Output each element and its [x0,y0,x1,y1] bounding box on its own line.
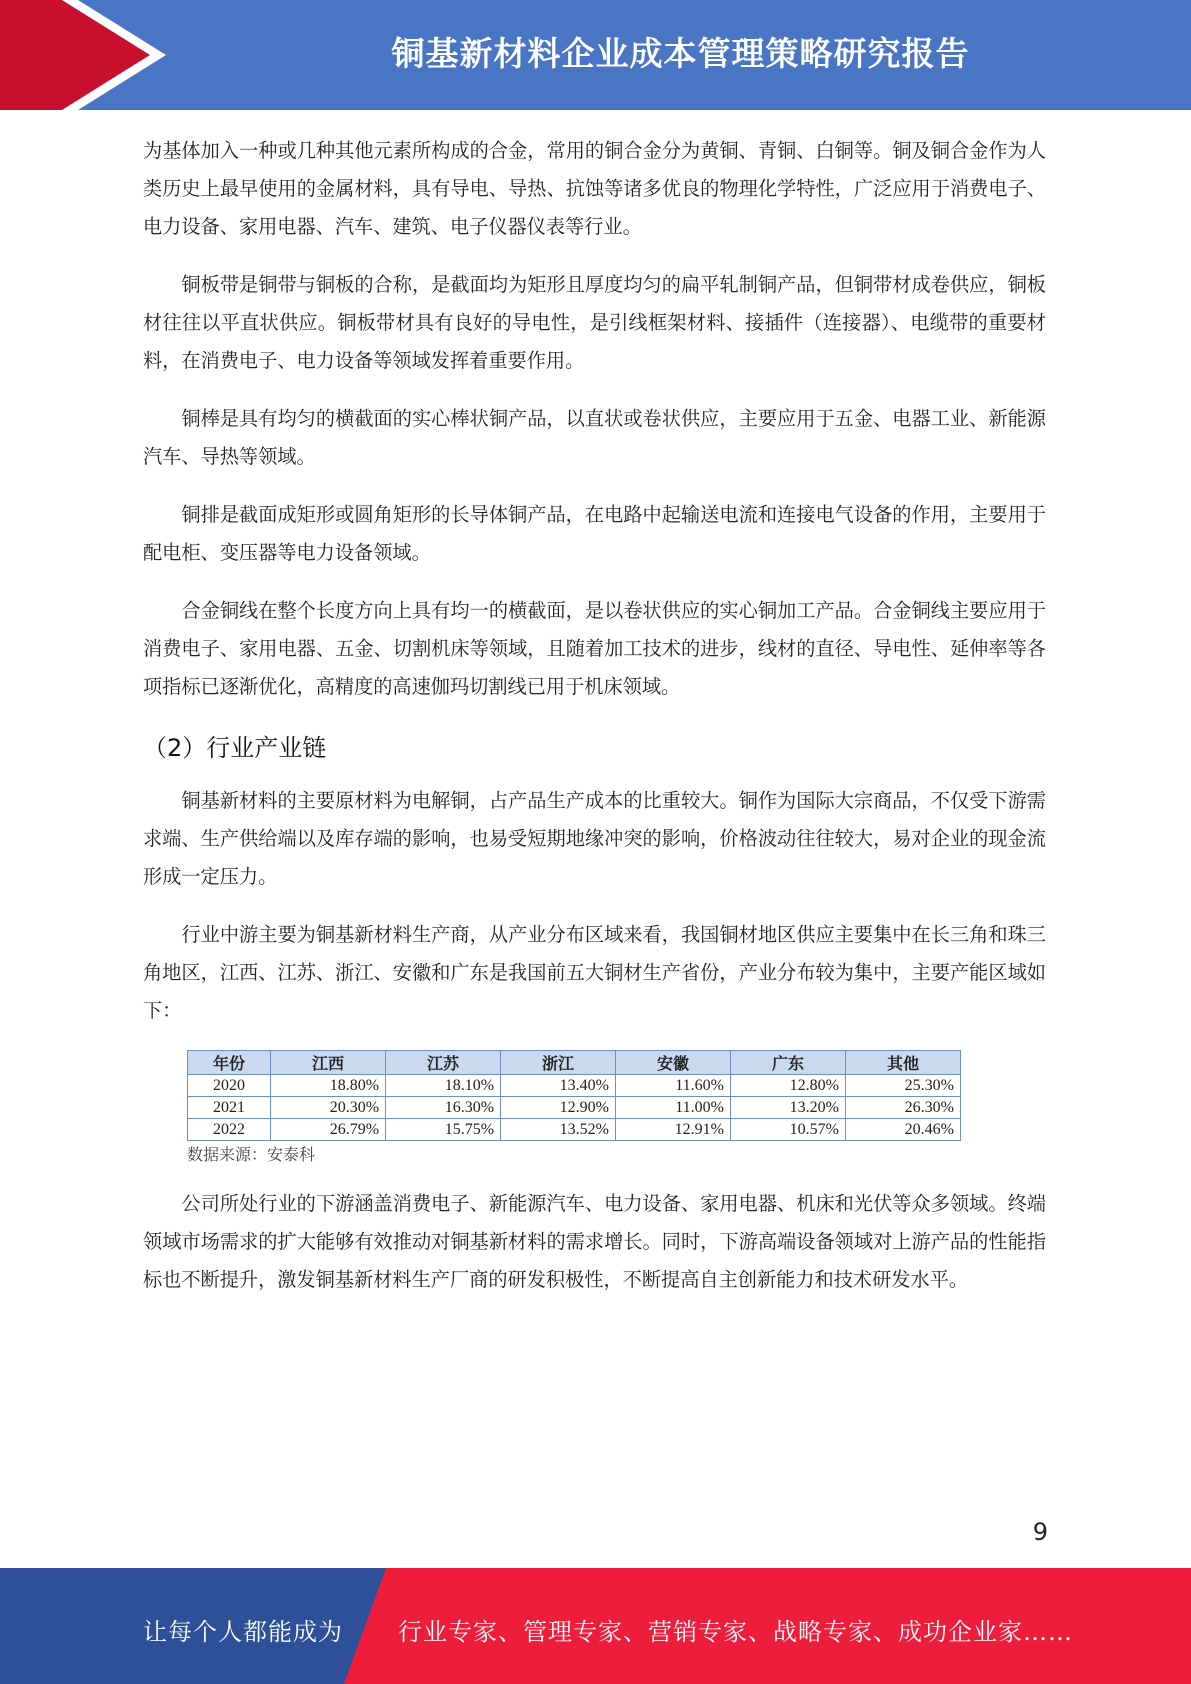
footer-slogan-left: 让每个人都能成为 [143,1618,343,1646]
table-cell: 11.00% [616,1097,731,1119]
section-heading-industry-chain: （2）行业产业链 [143,734,327,762]
page-footer [0,1568,1191,1684]
table-header-cell: 其他 [845,1051,960,1075]
table-cell-year: 2021 [188,1097,271,1119]
paragraph-copper-busbar: 铜排是截面成矩形或圆角矩形的长导体铜产品，在电路中起输送电流和连接电气设备的作用，主要用于配电柜、变压器等电力设备领域。 [143,503,1046,564]
table-cell: 16.30% [386,1097,501,1119]
paragraph-copper-strip: 铜板带是铜带与铜板的合称，是截面均为矩形且厚度均匀的扁平轧制铜产品，但铜带材成卷供应，铜板材往往以平直状供应。铜板带材具有良好的导电性，是引线框架材料、接插件（连接器）、电缆带的重要材料，在消费电子、电力设备等领域发挥着重要作用。 [143,273,1046,372]
table-cell: 13.52% [501,1119,616,1141]
table-data-source: 数据来源：安泰科 [187,1145,316,1164]
table-cell: 10.57% [730,1119,845,1141]
table-header-cell: 浙江 [501,1051,616,1075]
table-cell-year: 2022 [188,1119,271,1141]
table-header-cell: 江苏 [386,1051,501,1075]
table-cell-year: 2020 [188,1075,271,1097]
paragraph-downstream: 公司所处行业的下游涵盖消费电子、新能源汽车、电力设备、家用电器、机床和光伏等众多领域。终端领域市场需求的扩大能够有效推动对铜基新材料的需求增长。同时，下游高端设备领域对上游产品的性能指标也不断提升，激发铜基新材料生产厂商的研发积极性，不断提高自主创新能力和技术研发水平。 [143,1192,1046,1291]
table-header-cell: 江西 [271,1051,386,1075]
table-cell: 12.91% [616,1119,731,1141]
table-cell: 12.80% [730,1075,845,1097]
report-title: 铜基新材料企业成本管理策略研究报告 [391,34,970,73]
paragraph-upstream: 铜基新材料的主要原材料为电解铜，占产品生产成本的比重较大。铜作为国际大宗商品，不仅受下游需求端、生产供给端以及库存端的影响，也易受短期地缘冲突的影响，价格波动往往较大，易对企业的现金流形成一定压力。 [143,789,1046,888]
header-arrow-decoration [0,0,240,110]
table-cell: 26.30% [845,1097,960,1119]
table-cell: 20.30% [271,1097,386,1119]
table-header-cell: 广东 [730,1051,845,1075]
table-header-row [188,1051,961,1075]
capacity-table-block [187,1050,961,1167]
page-number: 9 [1032,1518,1048,1546]
footer-slogan-right: 行业专家、管理专家、营销专家、战略专家、成功企业家…… [398,1618,1073,1646]
table-cell: 25.30% [845,1075,960,1097]
table-cell: 13.40% [501,1075,616,1097]
document-body [143,132,1046,1319]
paragraph-copper-rod: 铜棒是具有均匀的横截面的实心棒状铜产品，以直状或卷状供应，主要应用于五金、电器工业、新能源汽车、导热等领域。 [143,407,1046,468]
table-row [188,1097,961,1119]
regional-capacity-table [187,1050,961,1141]
table-cell: 13.20% [730,1097,845,1119]
table-cell: 18.10% [386,1075,501,1097]
paragraph-alloy-wire: 合金铜线在整个长度方向上具有均一的横截面，是以卷状供应的实心铜加工产品。合金铜线主要应用于消费电子、家用电器、五金、切割机床等领域，且随着加工技术的进步，线材的直径、导电性、延伸率等各项指标已逐渐优化，高精度的高速伽玛切割线已用于机床领域。 [143,599,1046,698]
paragraph-midstream: 行业中游主要为铜基新材料生产商，从产业分布区域来看，我国铜材地区供应主要集中在长三角和珠三角地区，江西、江苏、浙江、安徽和广东是我国前五大铜材生产省份，产业分布较为集中，主要产能区域如下： [143,923,1046,1022]
table-cell: 15.75% [386,1119,501,1141]
table-header-cell: 安徽 [616,1051,731,1075]
page-header [0,0,1191,110]
table-cell: 12.90% [501,1097,616,1119]
table-row [188,1075,961,1097]
paragraph-copper-alloy: 为基体加入一种或几种其他元素所构成的合金，常用的铜合金分为黄铜、青铜、白铜等。铜及铜合金作为人类历史上最早使用的金属材料，具有导电、导热、抗蚀等诸多优良的物理化学特性，广泛应用于消费电子、电力设备、家用电器、汽车、建筑、电子仪器仪表等行业。 [143,139,1046,238]
table-cell: 20.46% [845,1119,960,1141]
table-cell: 11.60% [616,1075,731,1097]
table-cell: 26.79% [271,1119,386,1141]
table-cell: 18.80% [271,1075,386,1097]
table-header-cell: 年份 [188,1051,271,1075]
table-row [188,1119,961,1141]
